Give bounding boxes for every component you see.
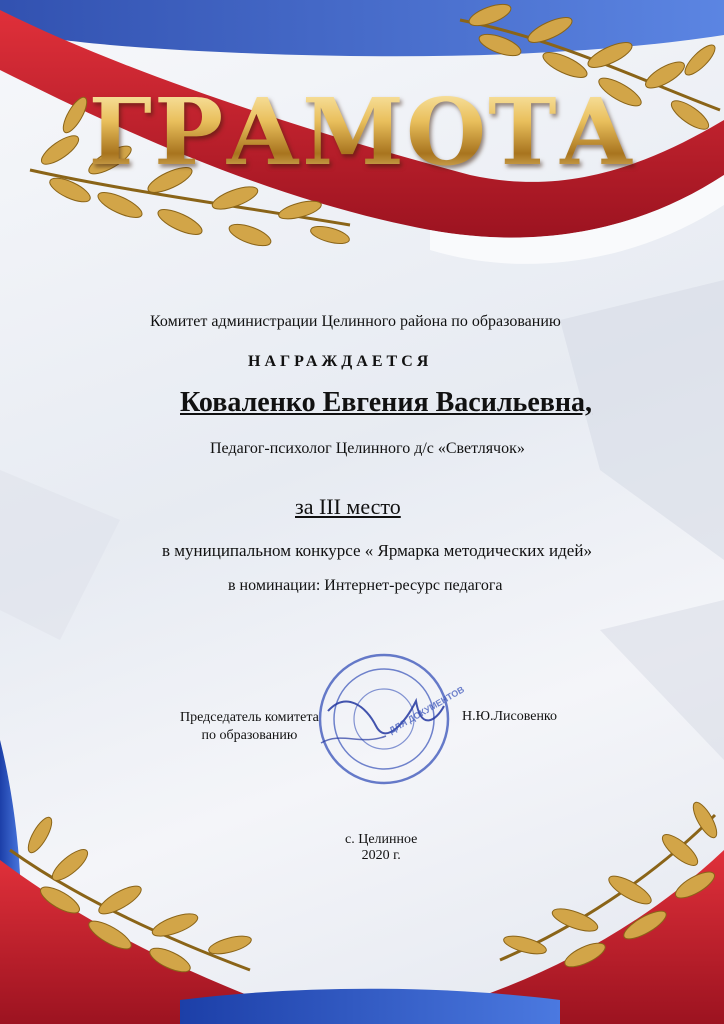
chair-title-line2: по образованию <box>201 728 298 743</box>
contest-name: в муниципальном конкурсе « Ярмарка методических идей» <box>162 541 592 560</box>
facet-shape <box>600 600 724 760</box>
stamp-label: ДЛЯ ДОКУМЕНТОВ <box>387 684 466 736</box>
recipient-position: Педагог-психолог Целинного д/с «Светлячок» <box>210 440 525 457</box>
facet-shape <box>0 470 120 640</box>
issue-year: 2020 г. <box>361 848 401 863</box>
issuing-committee: Комитет администрации Целинного района по образованию <box>150 313 561 330</box>
chair-title-line1: Председатель комитета <box>180 710 319 725</box>
nomination: в номинации: Интернет-ресурс педагога <box>228 577 503 594</box>
chair-title <box>180 709 319 745</box>
issue-location: с. Целинное <box>345 832 418 847</box>
signer-name: Н.Ю.Лисовенко <box>462 709 558 724</box>
official-stamp <box>316 651 452 787</box>
facet-shape <box>560 280 724 560</box>
recipient-name: Коваленко Евгения Васильевна, <box>180 387 593 418</box>
issue-location-date <box>345 832 417 864</box>
awarded-heading: НАГРАЖДАЕТСЯ <box>248 353 433 370</box>
certificate-title: ГРАМОТА <box>0 78 724 186</box>
award-place: за III место <box>295 494 401 519</box>
